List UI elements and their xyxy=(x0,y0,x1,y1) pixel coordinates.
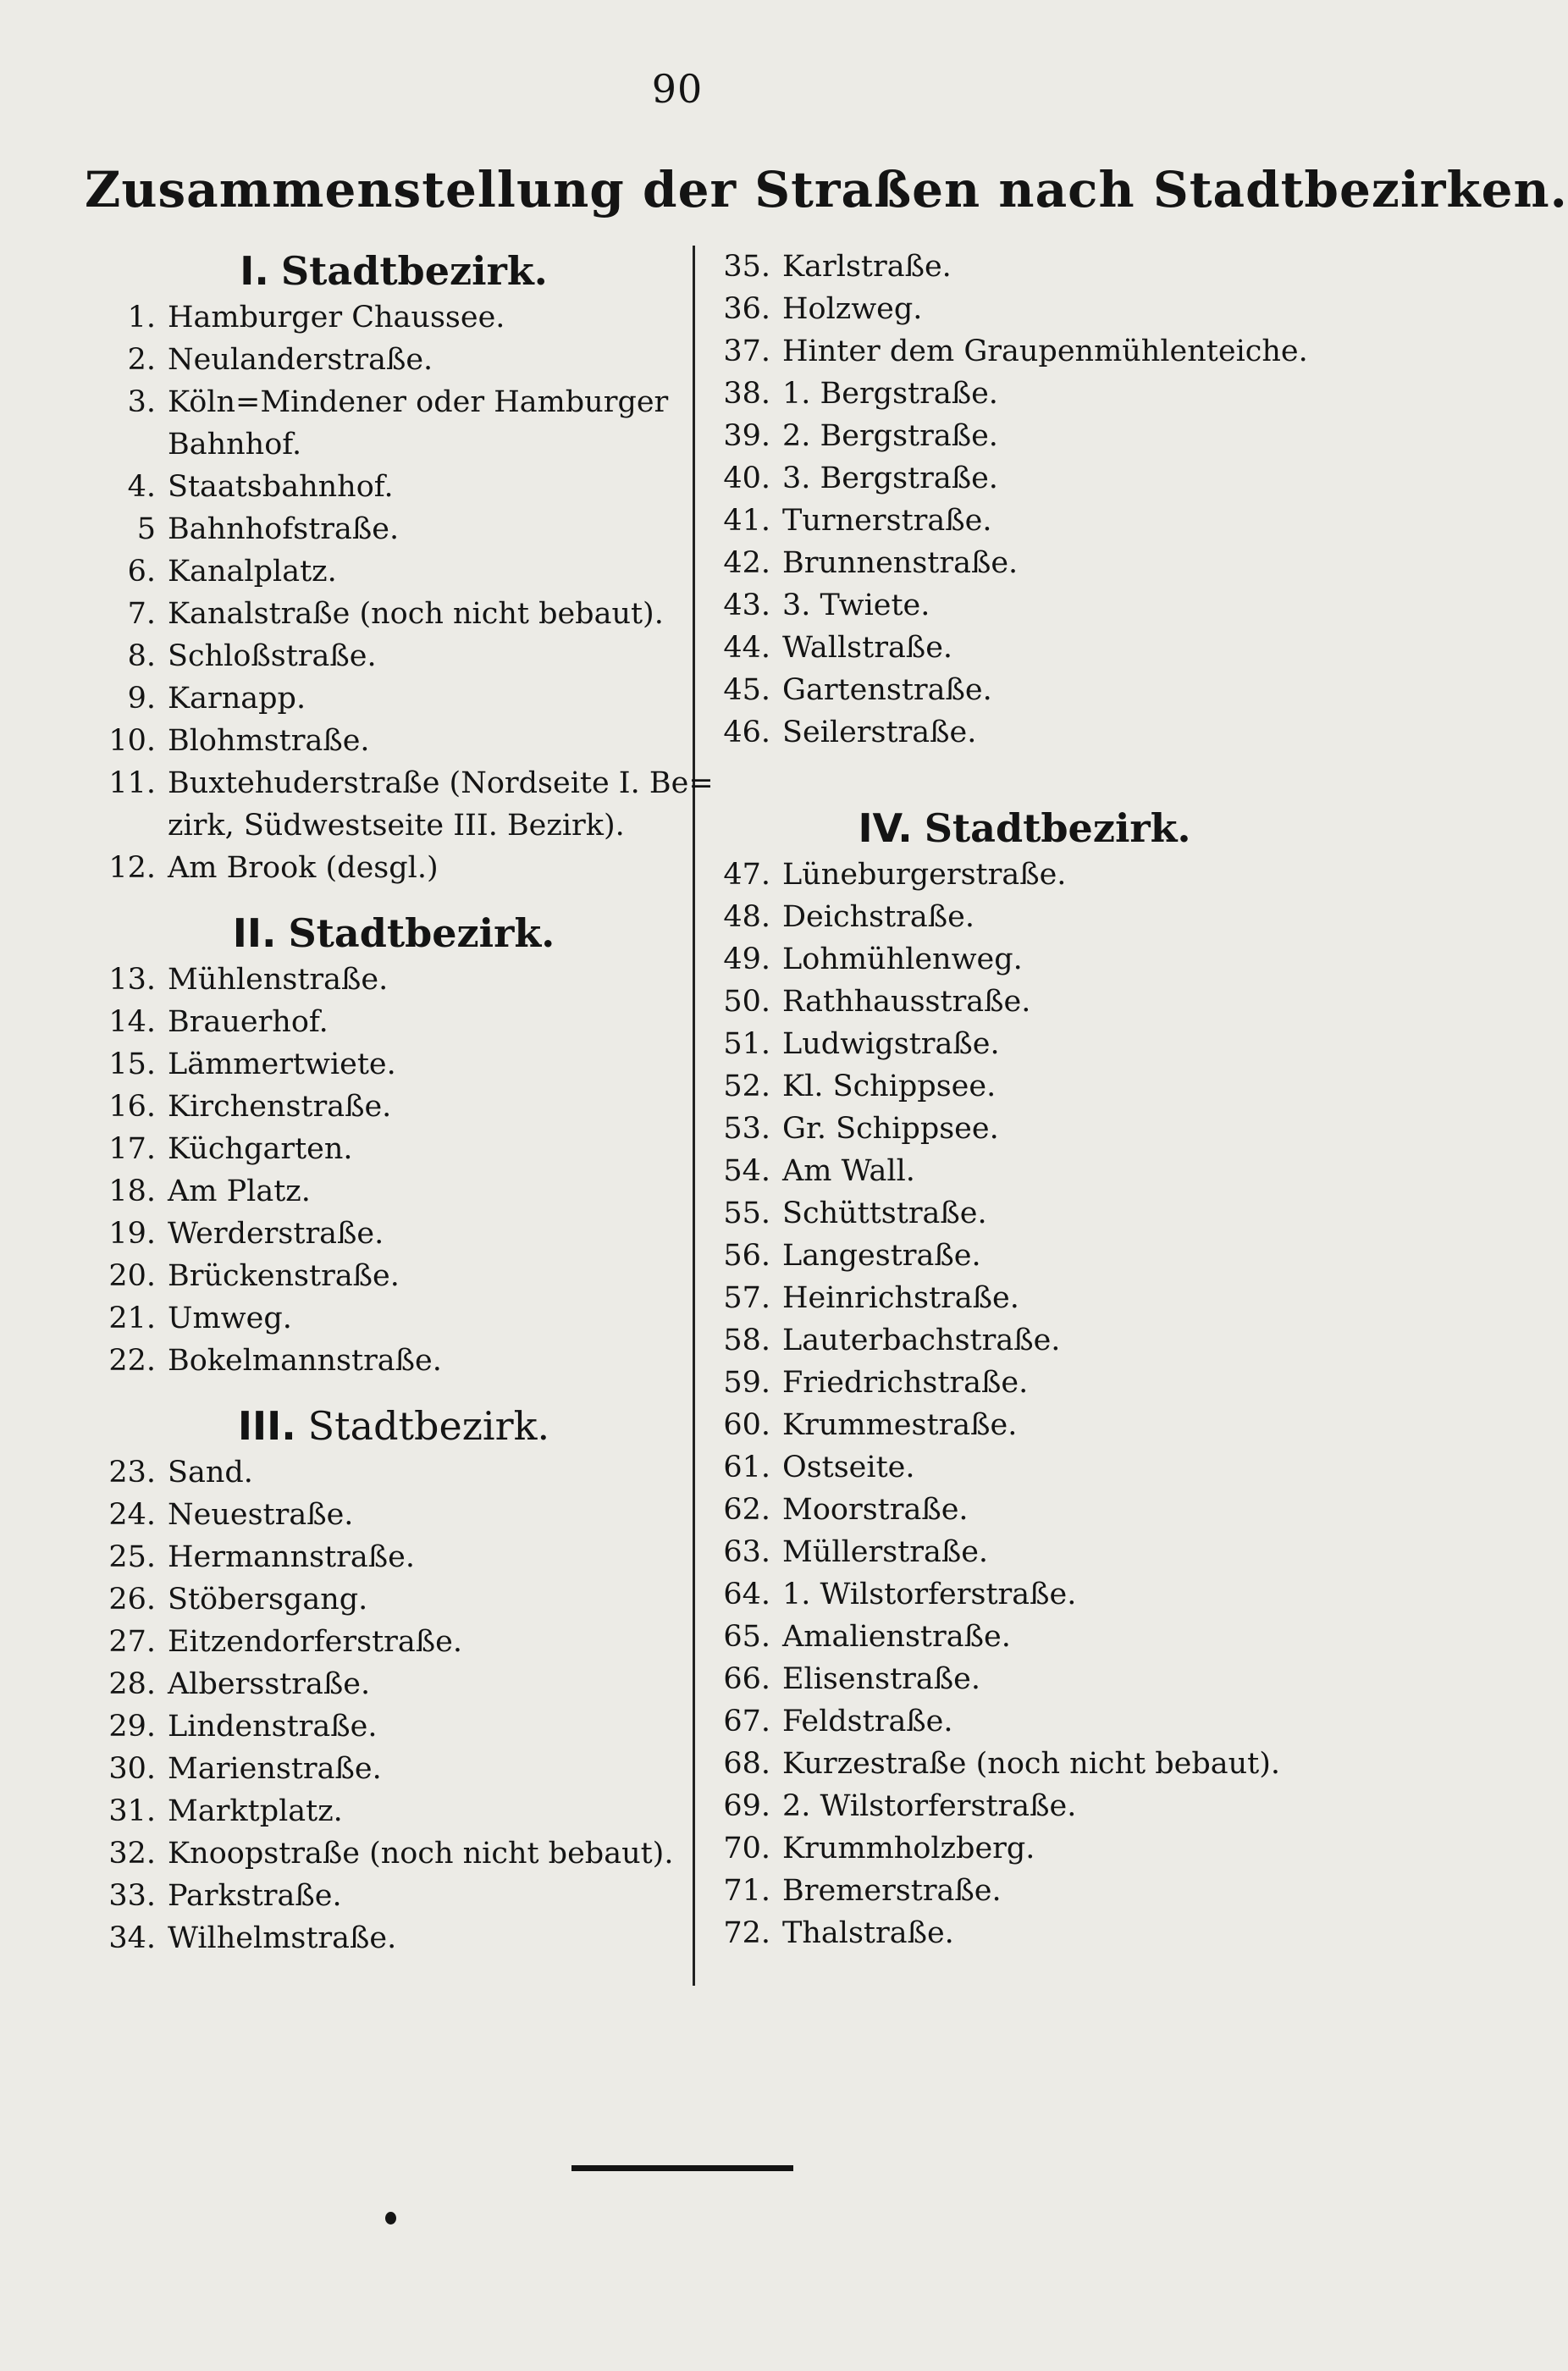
street-number: 53. xyxy=(723,1112,770,1146)
street-name: Köln=Mindener oder Hamburger xyxy=(168,385,669,419)
street-entry xyxy=(703,1446,1346,1489)
street-number: 64. xyxy=(723,1578,770,1611)
street-number: 56. xyxy=(723,1239,770,1273)
street-entry xyxy=(703,981,1346,1023)
street-number: 18. xyxy=(108,1174,156,1208)
street-entry xyxy=(93,804,694,847)
street-name: Gartenstraße. xyxy=(782,673,992,707)
street-number: 30. xyxy=(108,1752,156,1786)
street-name: Kirchenstraße. xyxy=(168,1090,392,1124)
street-entry xyxy=(703,896,1346,938)
street-name: Hermannstraße. xyxy=(168,1540,415,1574)
street-name: Langestraße. xyxy=(782,1239,981,1273)
street-name: Holzweg. xyxy=(782,292,923,326)
street-name: Marienstraße. xyxy=(168,1752,382,1786)
street-entry xyxy=(703,1277,1346,1319)
street-number: 65. xyxy=(723,1620,770,1654)
street-number: 17. xyxy=(108,1132,156,1166)
street-number: 59. xyxy=(723,1366,770,1400)
street-entry xyxy=(703,415,1346,457)
street-name: Parkstraße. xyxy=(168,1879,342,1913)
street-name: 1. Bergstraße. xyxy=(782,377,998,411)
street-name: Bahnhofstraße. xyxy=(168,512,400,546)
street-entry xyxy=(703,584,1346,627)
district-label: Stadtbezirk. xyxy=(288,910,555,956)
street-name: Bokelmannstraße. xyxy=(168,1344,442,1378)
street-number: 42. xyxy=(723,546,770,580)
street-name: zirk, Südwestseite III. Bezirk). xyxy=(168,809,625,843)
street-name: Karlstraße. xyxy=(782,250,952,284)
district-label: Stadtbezirk. xyxy=(280,248,548,294)
street-number: 50. xyxy=(723,985,770,1019)
district-number: I. xyxy=(240,248,269,294)
street-name: Lauterbachstraße. xyxy=(782,1324,1061,1357)
street-name: Ostseite. xyxy=(782,1451,915,1484)
street-number: 71. xyxy=(723,1874,770,1908)
street-entry xyxy=(703,330,1346,373)
street-number: 63. xyxy=(723,1535,770,1569)
street-number: 46. xyxy=(723,716,770,749)
street-entry xyxy=(703,627,1346,669)
street-number: 19. xyxy=(108,1217,156,1251)
street-number: 61. xyxy=(723,1451,770,1484)
street-number: 60. xyxy=(723,1408,770,1442)
street-name: Marktplatz. xyxy=(168,1794,343,1828)
street-name: Neulanderstraße. xyxy=(168,343,433,377)
street-number: 21. xyxy=(108,1302,156,1335)
street-entry xyxy=(703,1827,1346,1870)
street-name: Brauerhof. xyxy=(168,1005,329,1039)
street-name: Umweg. xyxy=(168,1302,292,1335)
street-entry xyxy=(703,1404,1346,1446)
street-name: Friedrichstraße. xyxy=(782,1366,1029,1400)
street-entry xyxy=(93,720,694,762)
street-entry xyxy=(703,1912,1346,1954)
street-entry xyxy=(93,508,694,550)
street-entry xyxy=(93,1043,694,1086)
street-entry xyxy=(703,1616,1346,1658)
street-entry xyxy=(703,542,1346,584)
street-number: 35. xyxy=(723,250,770,284)
street-entry xyxy=(93,466,694,508)
street-entry xyxy=(703,1489,1346,1531)
street-number: 67. xyxy=(723,1705,770,1738)
street-entry xyxy=(93,1875,694,1917)
page-number: 90 xyxy=(651,66,704,112)
street-entry xyxy=(703,1065,1346,1108)
street-number: 25. xyxy=(108,1540,156,1574)
street-entry xyxy=(703,1785,1346,1827)
street-entry xyxy=(703,373,1346,415)
street-name: Mühlenstraße. xyxy=(168,963,389,997)
district-number: II. xyxy=(232,910,277,956)
street-name: Hinter dem Graupenmühlenteiche. xyxy=(782,334,1308,368)
street-name: Eitzendorferstraße. xyxy=(168,1625,462,1659)
street-number: 5 xyxy=(136,512,156,546)
street-name: Krummestraße. xyxy=(782,1408,1018,1442)
district-heading xyxy=(93,246,694,296)
street-number: 15. xyxy=(108,1047,156,1081)
street-entry xyxy=(93,959,694,1001)
street-name: Lämmertwiete. xyxy=(168,1047,396,1081)
ink-speck xyxy=(385,2212,396,2225)
street-name: Müllerstraße. xyxy=(782,1535,989,1569)
street-entry xyxy=(703,669,1346,711)
street-entry xyxy=(703,1235,1346,1277)
street-number: 51. xyxy=(723,1027,770,1061)
street-entry xyxy=(93,1748,694,1790)
right-column xyxy=(703,246,1346,1954)
page-title: Zusammenstellung der Straßen nach Stadtbezirken. xyxy=(85,161,1568,218)
street-number: 44. xyxy=(723,631,770,665)
street-entry xyxy=(93,635,694,677)
street-entry xyxy=(93,1213,694,1255)
street-entry xyxy=(703,500,1346,542)
street-entry xyxy=(703,1362,1346,1404)
street-entry xyxy=(93,1494,694,1536)
street-name: Kanalplatz. xyxy=(168,555,337,589)
street-name: Brückenstraße. xyxy=(168,1259,400,1293)
street-name: Am Wall. xyxy=(782,1154,915,1188)
street-name: Schüttstraße. xyxy=(782,1197,987,1230)
street-name: Gr. Schippsee. xyxy=(782,1112,999,1146)
street-entry xyxy=(703,1658,1346,1700)
street-number: 9. xyxy=(127,682,156,716)
street-entry xyxy=(93,1001,694,1043)
street-entry xyxy=(93,1536,694,1578)
street-entry xyxy=(93,847,694,889)
street-name: Kurzestraße (noch nicht bebaut). xyxy=(782,1747,1281,1781)
street-name: Thalstraße. xyxy=(782,1916,954,1950)
street-entry xyxy=(703,711,1346,754)
street-number: 11. xyxy=(108,766,156,800)
street-entry xyxy=(93,762,714,804)
street-number: 3. xyxy=(127,385,156,419)
street-entry xyxy=(703,1150,1346,1192)
street-number: 39. xyxy=(723,419,770,453)
street-name: Heinrichstraße. xyxy=(782,1281,1019,1315)
left-column xyxy=(93,246,714,1959)
street-entry xyxy=(703,1531,1346,1573)
street-entry xyxy=(703,854,1346,896)
street-entry xyxy=(93,1086,694,1128)
street-number: 29. xyxy=(108,1710,156,1744)
street-entry xyxy=(93,1621,694,1663)
street-number: 57. xyxy=(723,1281,770,1315)
street-name: Schloßstraße. xyxy=(168,639,377,673)
street-name: 3. Twiete. xyxy=(782,589,930,622)
street-number: 68. xyxy=(723,1747,770,1781)
street-name: Krummholzberg. xyxy=(782,1832,1035,1865)
street-entry xyxy=(93,381,694,423)
street-number: 1. xyxy=(127,301,156,334)
street-number: 6. xyxy=(127,555,156,589)
street-number: 13. xyxy=(108,963,156,997)
street-entry xyxy=(93,296,694,339)
street-number: 62. xyxy=(723,1493,770,1527)
street-entry xyxy=(703,246,1346,288)
street-entry xyxy=(93,1578,694,1621)
street-number: 52. xyxy=(723,1069,770,1103)
district-label: Stadtbezirk. xyxy=(307,1403,550,1449)
district-heading xyxy=(93,1401,694,1451)
street-number: 36. xyxy=(723,292,770,326)
district-label: Stadtbezirk. xyxy=(924,805,1191,851)
street-number: 32. xyxy=(108,1837,156,1871)
street-entry xyxy=(93,1128,694,1170)
street-number: 16. xyxy=(108,1090,156,1124)
street-number: 8. xyxy=(127,639,156,673)
street-entry xyxy=(93,1451,694,1494)
street-number: 69. xyxy=(723,1789,770,1823)
street-entry xyxy=(703,1743,1346,1785)
street-number: 34. xyxy=(108,1921,156,1955)
street-name: Lindenstraße. xyxy=(168,1710,378,1744)
street-number: 26. xyxy=(108,1583,156,1617)
street-entry xyxy=(93,339,694,381)
street-number: 58. xyxy=(723,1324,770,1357)
street-number: 28. xyxy=(108,1667,156,1701)
street-entry xyxy=(93,550,694,593)
street-name: Knoopstraße (noch nicht bebaut). xyxy=(168,1837,674,1871)
street-name: Feldstraße. xyxy=(782,1705,953,1738)
street-name: 2. Bergstraße. xyxy=(782,419,998,453)
street-entry xyxy=(93,1340,694,1382)
street-number: 10. xyxy=(108,724,156,758)
street-number: 23. xyxy=(108,1456,156,1489)
street-entry xyxy=(703,1573,1346,1616)
district-heading xyxy=(93,908,694,959)
street-name: Karnapp. xyxy=(168,682,306,716)
street-number: 70. xyxy=(723,1832,770,1865)
district-heading xyxy=(703,803,1346,854)
street-name: Werderstraße. xyxy=(168,1217,384,1251)
street-name: Lohmühlenweg. xyxy=(782,942,1023,976)
street-number: 14. xyxy=(108,1005,156,1039)
street-number: 48. xyxy=(723,900,770,934)
street-number: 47. xyxy=(723,858,770,892)
street-number: 12. xyxy=(108,851,156,885)
closing-rule xyxy=(571,2165,793,2171)
street-entry xyxy=(703,288,1346,330)
street-name: Buxtehuderstraße (Nordseite I. Be= xyxy=(168,766,714,800)
street-name: Amalienstraße. xyxy=(782,1620,1011,1654)
street-number: 72. xyxy=(723,1916,770,1950)
street-number: 55. xyxy=(723,1197,770,1230)
street-name: Stöbersgang. xyxy=(168,1583,368,1617)
street-name: Blohmstraße. xyxy=(168,724,370,758)
street-entry xyxy=(703,1319,1346,1362)
street-name: Küchgarten. xyxy=(168,1132,353,1166)
street-number: 41. xyxy=(723,504,770,538)
street-name: Brunnenstraße. xyxy=(782,546,1019,580)
street-number: 45. xyxy=(723,673,770,707)
street-number: 7. xyxy=(127,597,156,631)
street-entry xyxy=(703,938,1346,981)
street-entry xyxy=(703,1192,1346,1235)
street-number: 37. xyxy=(723,334,770,368)
street-entry xyxy=(93,1917,694,1959)
street-number: 49. xyxy=(723,942,770,976)
street-number: 31. xyxy=(108,1794,156,1828)
street-number: 2. xyxy=(127,343,156,377)
street-entry xyxy=(703,1870,1346,1912)
street-number: 66. xyxy=(723,1662,770,1696)
street-number: 40. xyxy=(723,461,770,495)
street-number: 54. xyxy=(723,1154,770,1188)
street-number: 24. xyxy=(108,1498,156,1532)
street-name: Moorstraße. xyxy=(782,1493,969,1527)
street-name: Deichstraße. xyxy=(782,900,974,934)
street-name: Albersstraße. xyxy=(168,1667,371,1701)
street-entry xyxy=(93,1705,694,1748)
street-name: Wallstraße. xyxy=(782,631,953,665)
street-name: Staatsbahnhof. xyxy=(168,470,394,504)
street-name: Am Brook (desgl.) xyxy=(168,851,439,885)
street-name: Kl. Schippsee. xyxy=(782,1069,997,1103)
street-number: 4. xyxy=(127,470,156,504)
street-number: 38. xyxy=(723,377,770,411)
street-name: Turnerstraße. xyxy=(782,504,992,538)
street-name: Am Platz. xyxy=(168,1174,311,1208)
street-entry xyxy=(93,1832,694,1875)
street-entry xyxy=(93,423,694,466)
street-number: 33. xyxy=(108,1879,156,1913)
street-entry xyxy=(93,677,694,720)
street-number: 27. xyxy=(108,1625,156,1659)
street-name: Bremerstraße. xyxy=(782,1874,1002,1908)
street-number: 20. xyxy=(108,1259,156,1293)
street-entry xyxy=(93,1297,694,1340)
street-name: Ludwigstraße. xyxy=(782,1027,1000,1061)
street-name: Hamburger Chaussee. xyxy=(168,301,505,334)
street-name: Kanalstraße (noch nicht bebaut). xyxy=(168,597,664,631)
street-entry xyxy=(93,1170,694,1213)
street-entry xyxy=(703,457,1346,500)
street-name: Wilhelmstraße. xyxy=(168,1921,397,1955)
street-name: Rathhausstraße. xyxy=(782,985,1031,1019)
street-name: Sand. xyxy=(168,1456,253,1489)
street-entry xyxy=(93,1790,694,1832)
street-number: 22. xyxy=(108,1344,156,1378)
street-entry xyxy=(703,1108,1346,1150)
street-entry xyxy=(703,1023,1346,1065)
street-name: Bahnhof. xyxy=(168,428,302,461)
street-entry xyxy=(703,1700,1346,1743)
street-name: 3. Bergstraße. xyxy=(782,461,998,495)
street-entry xyxy=(93,1255,694,1297)
street-entry xyxy=(93,1663,694,1705)
street-entry xyxy=(93,593,694,635)
district-number: IV. xyxy=(858,805,913,851)
district-number: III. xyxy=(237,1403,296,1449)
street-name: Lüneburgerstraße. xyxy=(782,858,1067,892)
street-name: Elisenstraße. xyxy=(782,1662,980,1696)
street-name: 1. Wilstorferstraße. xyxy=(782,1578,1077,1611)
street-number: 43. xyxy=(723,589,770,622)
street-name: Neuestraße. xyxy=(168,1498,354,1532)
street-name: Seilerstraße. xyxy=(782,716,977,749)
street-name: 2. Wilstorferstraße. xyxy=(782,1789,1077,1823)
